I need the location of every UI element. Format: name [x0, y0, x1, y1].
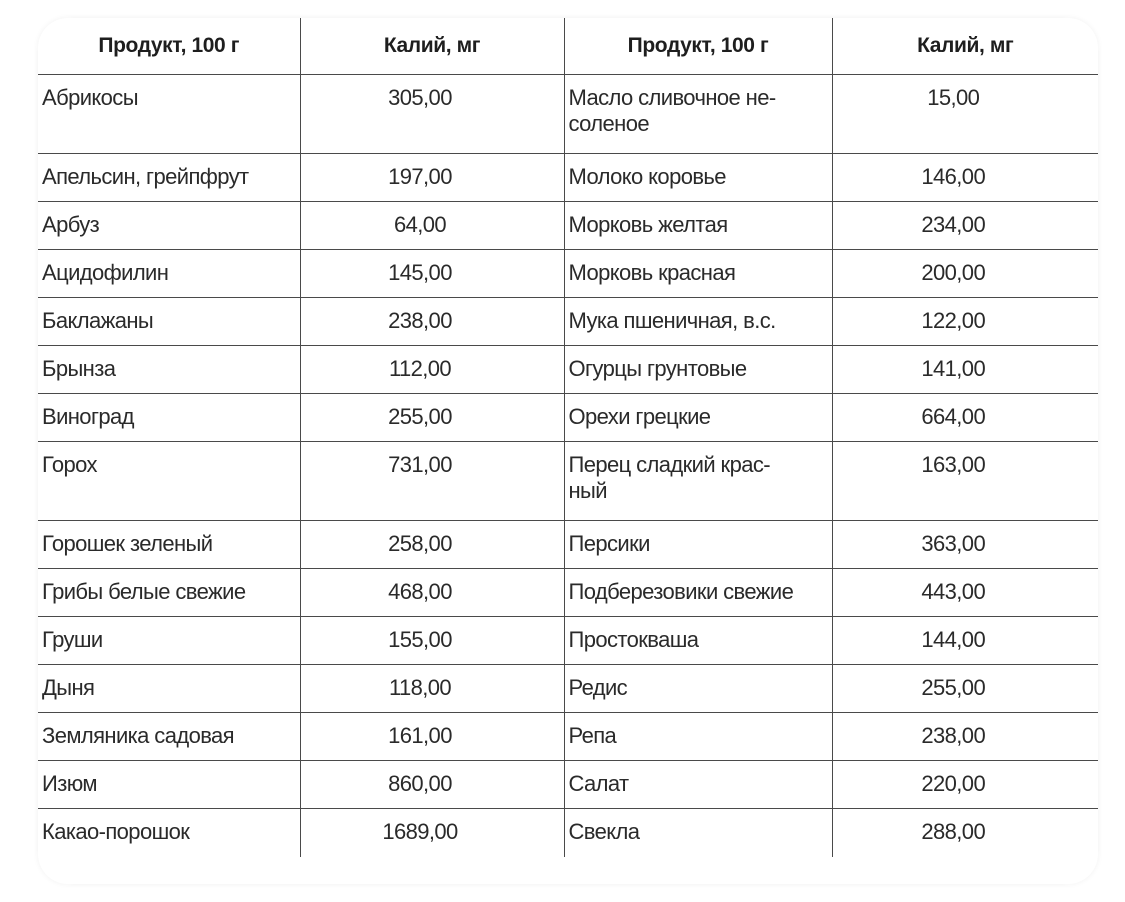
- product-cell: Горох: [38, 442, 300, 521]
- potassium-cell: 161,00: [300, 713, 564, 761]
- table-row: [38, 202, 1098, 250]
- product-cell: Ацидофилин: [38, 250, 300, 298]
- product-cell: Подберезовики свежие: [564, 569, 832, 617]
- product-cell: Огурцы грунтовые: [564, 346, 832, 394]
- product-cell: Какао-порошок: [38, 809, 300, 857]
- potassium-cell: 118,00: [300, 665, 564, 713]
- potassium-cell: 146,00: [832, 154, 1098, 202]
- product-cell: Масло сливочное не- соленое: [564, 75, 832, 154]
- product-cell: Баклажаны: [38, 298, 300, 346]
- product-cell: Перец сладкий крас- ный: [564, 442, 832, 521]
- header-potassium-1: Калий, мг: [300, 18, 564, 75]
- table-row: [38, 250, 1098, 298]
- potassium-cell: 122,00: [832, 298, 1098, 346]
- table-row: [38, 521, 1098, 569]
- potassium-cell: 141,00: [832, 346, 1098, 394]
- product-cell: Арбуз: [38, 202, 300, 250]
- product-cell: Морковь желтая: [564, 202, 832, 250]
- potassium-cell: 234,00: [832, 202, 1098, 250]
- potassium-cell: 731,00: [300, 442, 564, 521]
- product-cell: Дыня: [38, 665, 300, 713]
- product-cell: Земляника садовая: [38, 713, 300, 761]
- potassium-cell: 238,00: [300, 298, 564, 346]
- table-row: [38, 617, 1098, 665]
- product-cell: Репа: [564, 713, 832, 761]
- potassium-cell: 288,00: [832, 809, 1098, 857]
- table-row: [38, 809, 1098, 857]
- table-row: [38, 442, 1098, 521]
- product-cell: Орехи грецкие: [564, 394, 832, 442]
- potassium-cell: 144,00: [832, 617, 1098, 665]
- potassium-cell: 200,00: [832, 250, 1098, 298]
- potassium-cell: 305,00: [300, 75, 564, 154]
- product-cell: Грибы белые свежие: [38, 569, 300, 617]
- header-product-2: Продукт, 100 г: [564, 18, 832, 75]
- table-row: [38, 713, 1098, 761]
- product-cell: Абрикосы: [38, 75, 300, 154]
- product-cell: Персики: [564, 521, 832, 569]
- product-cell: Груши: [38, 617, 300, 665]
- table-row: [38, 569, 1098, 617]
- product-cell: Виноград: [38, 394, 300, 442]
- table-row: [38, 761, 1098, 809]
- potassium-cell: 15,00: [832, 75, 1098, 154]
- potassium-cell: 363,00: [832, 521, 1098, 569]
- product-cell: Молоко коровье: [564, 154, 832, 202]
- table-header-row: [38, 18, 1098, 75]
- header-potassium-2: Калий, мг: [832, 18, 1098, 75]
- potassium-cell: 163,00: [832, 442, 1098, 521]
- potassium-cell: 255,00: [832, 665, 1098, 713]
- table-row: [38, 75, 1098, 154]
- potassium-table: [38, 18, 1098, 857]
- table-row: [38, 394, 1098, 442]
- product-cell: Простокваша: [564, 617, 832, 665]
- potassium-cell: 220,00: [832, 761, 1098, 809]
- table-row: [38, 298, 1098, 346]
- potassium-cell: 255,00: [300, 394, 564, 442]
- table-row: [38, 154, 1098, 202]
- product-cell: Редис: [564, 665, 832, 713]
- potassium-cell: 238,00: [832, 713, 1098, 761]
- table-row: [38, 346, 1098, 394]
- product-cell: Салат: [564, 761, 832, 809]
- product-cell: Горошек зеленый: [38, 521, 300, 569]
- table-row: [38, 665, 1098, 713]
- potassium-cell: 64,00: [300, 202, 564, 250]
- potassium-cell: 468,00: [300, 569, 564, 617]
- potassium-cell: 258,00: [300, 521, 564, 569]
- potassium-cell: 664,00: [832, 394, 1098, 442]
- product-cell: Изюм: [38, 761, 300, 809]
- product-cell: Мука пшеничная, в.с.: [564, 298, 832, 346]
- potassium-cell: 197,00: [300, 154, 564, 202]
- potassium-cell: 145,00: [300, 250, 564, 298]
- product-cell: Свекла: [564, 809, 832, 857]
- product-cell: Апельсин, грейпфрут: [38, 154, 300, 202]
- potassium-cell: 112,00: [300, 346, 564, 394]
- potassium-cell: 860,00: [300, 761, 564, 809]
- table-card: [38, 18, 1098, 884]
- potassium-cell: 443,00: [832, 569, 1098, 617]
- potassium-cell: 1689,00: [300, 809, 564, 857]
- product-cell: Морковь красная: [564, 250, 832, 298]
- product-cell: Брынза: [38, 346, 300, 394]
- potassium-cell: 155,00: [300, 617, 564, 665]
- header-product-1: Продукт, 100 г: [38, 18, 300, 75]
